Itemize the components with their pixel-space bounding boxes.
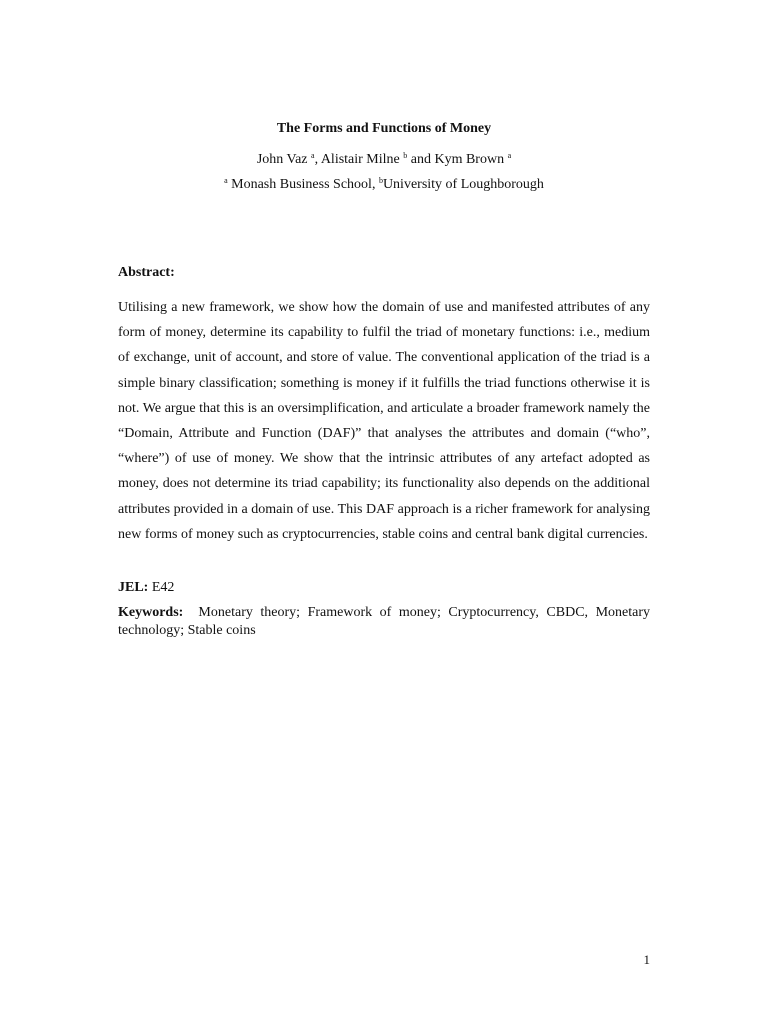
jel-label: JEL:	[118, 580, 149, 595]
author-name: Kym Brown	[434, 152, 505, 167]
author-list	[0, 152, 768, 168]
author-separator: ,	[314, 152, 321, 167]
page-number: 1	[643, 952, 650, 967]
keywords-value: Monetary theory; Framework of money; Cryptocurrency, CBDC, Monetary technology; Stable coins	[118, 605, 651, 638]
affiliation-marker: a	[224, 176, 228, 185]
author-affiliation-marker: a	[507, 151, 512, 160]
author-name: Alistair Milne	[320, 152, 400, 167]
keywords-line	[118, 604, 650, 640]
author-separator: and	[407, 152, 435, 167]
abstract-heading: Abstract:	[118, 265, 175, 280]
author-affiliation-marker: a	[311, 151, 315, 160]
affiliation-name: Monash Business School	[231, 177, 372, 192]
keywords-label: Keywords:	[118, 605, 184, 620]
affiliation-separator: ,	[371, 177, 379, 192]
affiliation-name: University of Loughborough	[382, 177, 544, 192]
affiliation-marker: b	[378, 176, 383, 185]
paper-title: The Forms and Functions of Money	[276, 121, 492, 136]
author-name: John Vaz	[256, 152, 308, 167]
abstract-text: Utilising a new framework, we show how the domain of use and manifested attributes of any form of money, determine its capability to fulfil the triad of monetary functions: i.e., medium of exchange, unit of account, and store of value. The conventional application of the triad is a simple binary classification; something is money if it fulfills the triad functions otherwise it is not. We argue that this is an oversimplification, and articulate a broader framework namely the “Domain, Attribute and Function (DAF)” that analyses the attributes and domain (“who”, “where”) of use of money. We show that the intrinsic attributes of any artefact adopted as money, does not determine its triad capability; its functionality also depends on the additional attributes provided in a domain of use. This DAF approach is a richer framework for analysing new forms of money such as cryptocurrencies, stable coins and central bank digital currencies.	[118, 300, 650, 542]
author-affiliation-marker: b	[403, 151, 408, 160]
affiliation-list	[0, 177, 768, 193]
jel-line	[118, 580, 174, 596]
jel-code: E42	[151, 580, 175, 595]
